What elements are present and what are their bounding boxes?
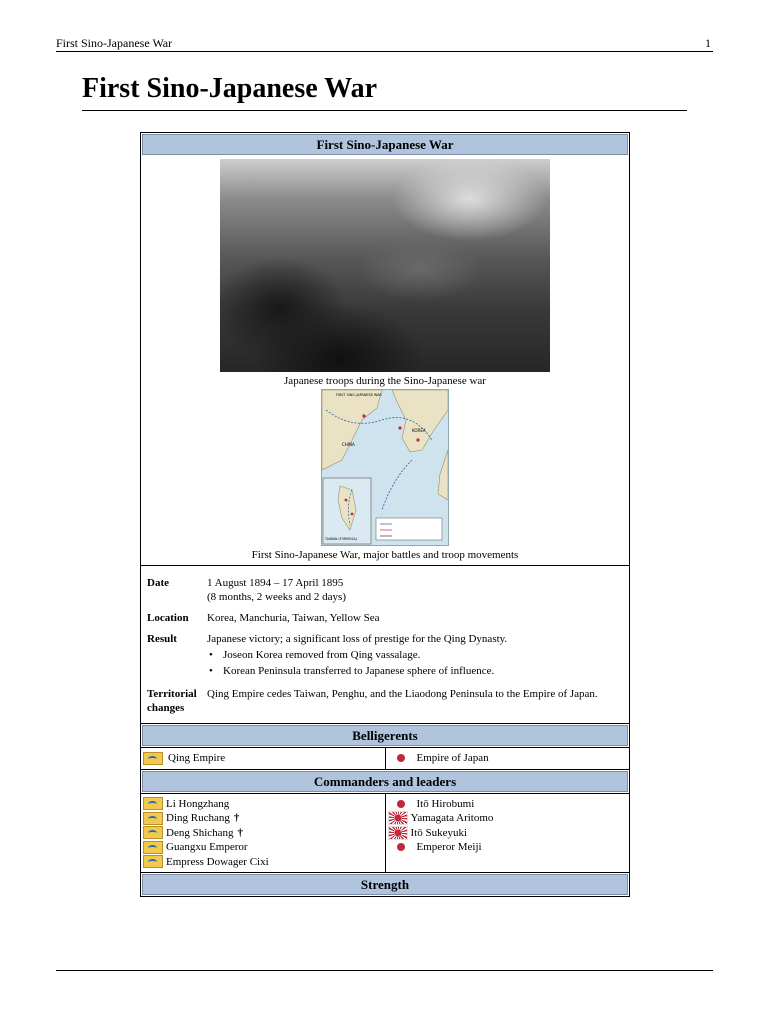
commanders-qing (141, 794, 386, 873)
belligerents-row (141, 747, 629, 769)
commanders-row (141, 793, 629, 873)
commander-item (143, 826, 383, 841)
fact-date-value (207, 576, 623, 604)
fact-territorial-label (147, 687, 207, 715)
commander-name: Empress Dowager Cixi (166, 855, 269, 868)
commander-item (388, 811, 628, 826)
commander-name: Itō Sukeyuki (410, 826, 468, 839)
title-rule (82, 110, 687, 111)
belligerent-qing: Qing Empire (168, 752, 226, 764)
commander-name: Yamagata Aritomo (410, 812, 494, 824)
infobox-facts (141, 566, 629, 724)
map-label-korea: KOREA (412, 428, 426, 433)
commander-name: Li Hongzhang (166, 797, 230, 810)
map-label-china: CHINA (342, 442, 355, 447)
commander-name: Itō Hirobumi (416, 797, 475, 810)
commander-item (388, 797, 628, 812)
commander-item (143, 855, 383, 870)
date-duration: (8 months, 2 weeks and 2 days) (207, 591, 347, 603)
japan-flag-icon (397, 843, 405, 851)
belligerent-right (386, 748, 630, 769)
infobox-images (141, 156, 629, 566)
qing-flag-icon (143, 841, 163, 854)
commander-item (388, 840, 628, 855)
date-range: 1 August 1894 – 17 April 1895 (207, 577, 344, 589)
commanders-header: Commanders and leaders (142, 771, 628, 792)
japan-flag-icon (397, 800, 405, 808)
rising-sun-flag-icon (388, 811, 408, 825)
running-header-title: First Sino-Japanese War (56, 36, 173, 50)
result-bullet: • Korean Peninsula transferred to Japanese sphere of influence. (223, 664, 623, 678)
commanders-japan (386, 794, 630, 873)
fact-location-value: Korea, Manchuria, Taiwan, Yellow Sea (207, 612, 380, 624)
page-title: First Sino-Japanese War (82, 73, 378, 104)
belligerents-header: Belligerents (142, 725, 628, 746)
commander-name: Deng Shichang (166, 826, 234, 839)
belligerent-japan: Empire of Japan (416, 752, 489, 764)
war-photo (220, 159, 550, 372)
dagger-icon: † (237, 826, 244, 839)
qing-flag-icon (143, 797, 163, 810)
commander-item (143, 797, 383, 812)
map-caption: First Sino-Japanese War, major battles and troop movements (251, 549, 519, 561)
strength-header: Strength (142, 874, 628, 895)
fact-result-label: Result (147, 633, 177, 645)
infobox (140, 132, 630, 897)
qing-flag-icon (143, 812, 163, 825)
map-label-taiwan: TAIWAN (FORMOSA) (325, 537, 357, 541)
commander-item (388, 826, 628, 841)
territorial-label-line-2: changes (147, 702, 185, 714)
rising-sun-flag-icon (388, 826, 408, 840)
commander-item (143, 840, 383, 855)
photo-caption: Japanese troops during the Sino-Japanese war (284, 375, 486, 387)
qing-flag-icon (143, 752, 163, 765)
commander-item (143, 811, 383, 826)
fact-date-label: Date (147, 577, 169, 589)
footer-rule (56, 970, 713, 971)
fact-result-value (207, 632, 623, 680)
fact-date (147, 576, 623, 604)
territorial-label-line-1: Territorial (147, 688, 197, 700)
qing-flag-icon (143, 826, 163, 839)
battle-map-graphic (322, 390, 448, 545)
dagger-icon: † (233, 812, 240, 824)
infobox-title: First Sino-Japanese War (142, 134, 628, 155)
running-header (56, 36, 713, 52)
japan-flag-icon (397, 754, 405, 762)
fact-territorial-value: Qing Empire cedes Taiwan, Penghu, and the Liaodong Peninsula to the Empire of Japan. (207, 688, 598, 700)
map-title: FIRST SINO-JAPANESE WAR (336, 393, 382, 397)
fact-location-label: Location (147, 612, 189, 624)
commander-name: Guangxu Emperor (166, 841, 248, 853)
commander-name: Ding Ruchang (166, 812, 230, 824)
result-bullets (207, 648, 623, 678)
fact-location (147, 611, 623, 625)
battle-map (321, 389, 449, 546)
result-bullet: • Joseon Korea removed from Qing vassalage. (223, 648, 623, 662)
fact-territorial (147, 687, 623, 715)
result-summary: Japanese victory; a significant loss of prestige for the Qing Dynasty. (207, 633, 508, 645)
page-number: 1 (705, 36, 711, 50)
fact-result (147, 632, 623, 680)
belligerent-left (141, 748, 386, 769)
qing-flag-icon (143, 855, 163, 868)
commander-name: Emperor Meiji (416, 841, 482, 853)
